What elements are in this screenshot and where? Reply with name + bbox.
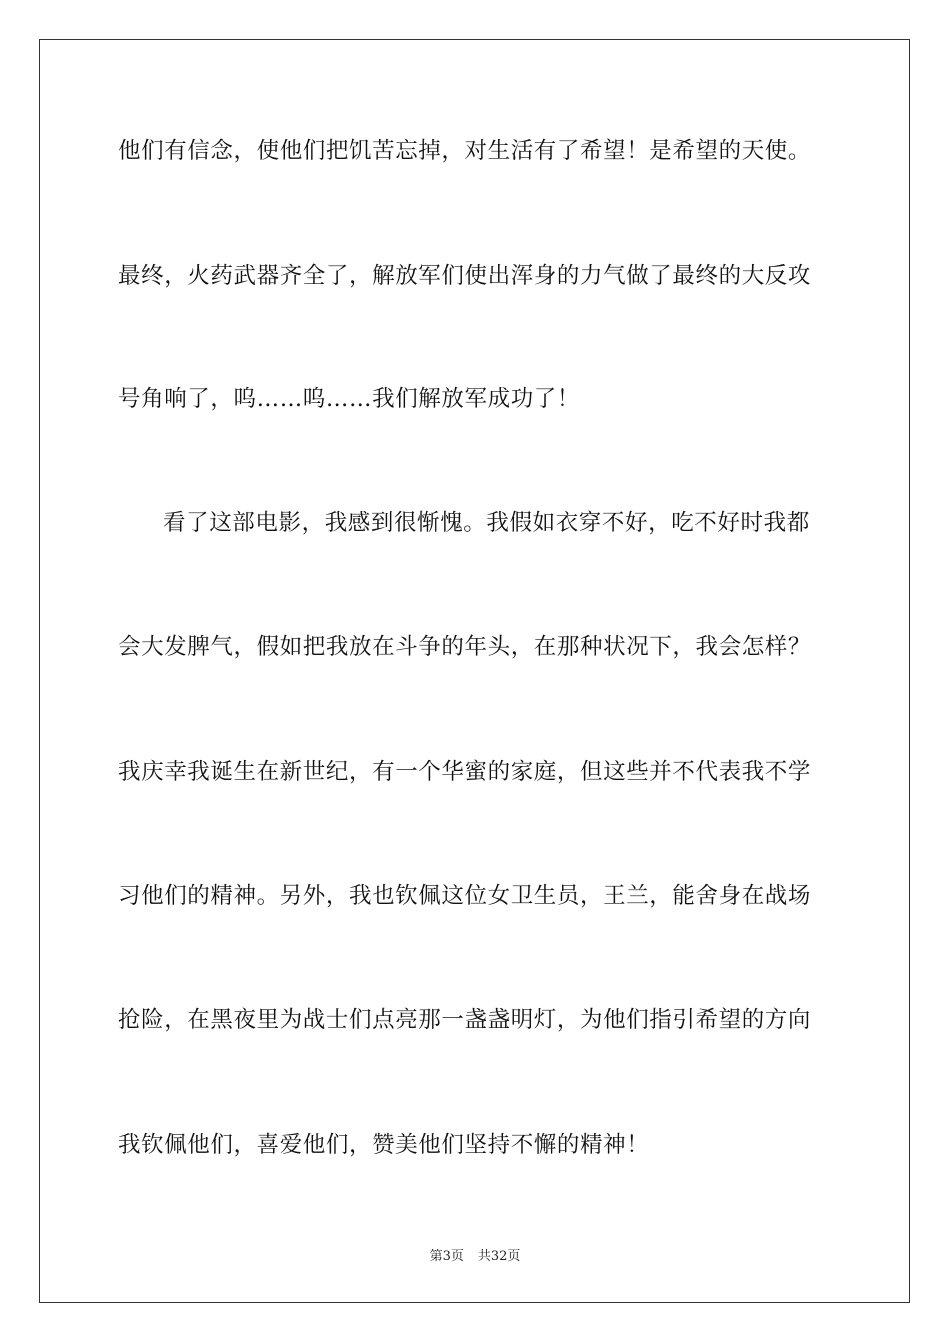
page-number: 第3页	[429, 1249, 464, 1264]
body-line-8: 抢险，在黑夜里为战士们点亮那一盏盏明灯，为他们指引希望的方向	[118, 1007, 812, 1033]
body-line-4: 看了这部电影，我感到很惭愧。我假如衣穿不好，吃不好时我都	[163, 510, 810, 536]
body-line-3: 号角响了，呜……呜……我们解放军成功了！	[118, 386, 581, 412]
page-footer	[0, 1248, 950, 1266]
page-total: 共32页	[477, 1249, 521, 1264]
page-border	[39, 39, 910, 1303]
body-line-9: 我钦佩他们，喜爱他们，赞美他们坚持不懈的精神！	[118, 1132, 650, 1158]
body-line-1: 他们有信念，使他们把饥苦忘掉，对生活有了希望！是希望的天使。	[118, 138, 812, 164]
body-line-5: 会大发脾气，假如把我放在斗争的年头，在那种状况下，我会怎样？	[118, 634, 812, 660]
body-line-7: 习他们的精神。另外，我也钦佩这位女卫生员，王兰，能舍身在战场	[118, 883, 812, 909]
body-line-6: 我庆幸我诞生在新世纪，有一个华蜜的家庭，但这些并不代表我不学	[118, 759, 812, 785]
body-line-2: 最终，火药武器齐全了，解放军们使出浑身的力气做了最终的大反攻	[118, 263, 812, 289]
